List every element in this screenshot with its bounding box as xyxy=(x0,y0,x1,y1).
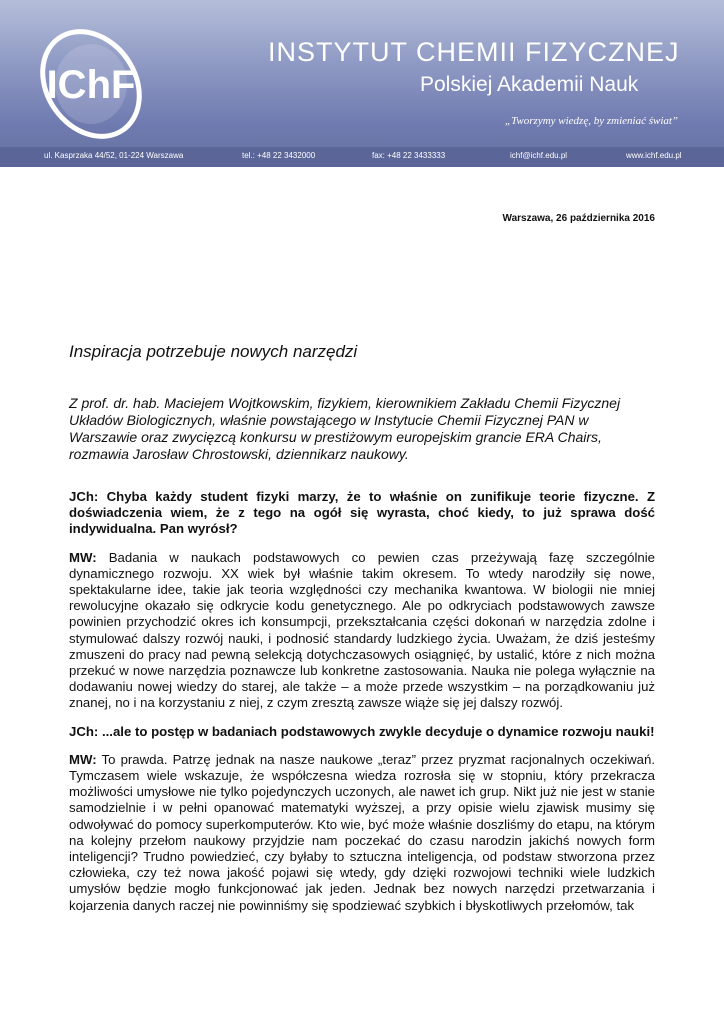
answer-text: Badania w naukach podstawowych co pewien czas przeżywają fazę szczególnie dynamicznego rozwoju. XX wiek był właśnie takim okresem. To wtedy narodziły się nowe, spektakularne idee, takie jak teoria względności czy mechanika kwantowa. W biologii nie mniej rewolucyjne okazało się odkrycie kodu genetycznego. Ale po odkryciach podstawowych zawsze powinien przychodzić okres ich konsumpcji, przekształcania części dokonań w narzędzia zdolne i stymulować dalszy rozwój nauki, i podnosić standardy ludzkiego życia. Uważam, że dziś jesteśmy zmuszeni do pracy nad pewną selekcją dotychczasowych osiągnięć, by ustalić, które z nich można przekuć w nowe narzędzia poznawcze lub konkretne zastosowania. Nauka nie polega wyłącznie na dodawaniu nowej wiedzy do starej, ale także – a może przede wszystkim – na porządkowaniu już znanej, no i na korzystaniu z niej, z czym zresztą zawsze wiąże się jej dalszy rozwój. xyxy=(69,549,655,711)
academy-name: Polskiej Akademii Nauk xyxy=(420,73,639,96)
answer-2 xyxy=(69,752,655,914)
question-2: JCh: ...ale to postęp w badaniach podstawowych zwykle decyduje o dynamice rozwoju nauki! xyxy=(69,723,655,739)
contact-address: ul. Kasprzaka 44/52, 01-224 Warszawa xyxy=(44,151,184,160)
answer-speaker: MW: xyxy=(69,549,97,565)
letter-date: Warszawa, 26 października 2016 xyxy=(502,213,655,224)
article xyxy=(69,342,655,926)
article-intro: Z prof. dr. hab. Maciejem Wojtkowskim, fizykiem, kierownikiem Zakładu Chemii Fizycznej Układów Biologicznych, właśnie powstającego w Instytucie Chemii Fizycznej PAN w Warszawie oraz zwycięzcą konkursu w prestiżowym europejskim grancie ERA Chairs, rozmawia Jarosław Chrostowski, dziennikarz naukowy. xyxy=(69,395,621,462)
letterhead xyxy=(0,0,724,167)
question-1: JCh: Chyba każdy student fizyki marzy, że to właśnie on zunifikuje teorie fizyczne. Z doświadczenia wiem, że z tego na ogół się wyrasta, choć kiedy, to już sprawa dość indywidualna. Pan wyrósł? xyxy=(69,489,655,537)
institute-name: INSTYTUT CHEMII FIZYCZNEJ xyxy=(268,37,680,67)
ichf-logo xyxy=(32,18,150,148)
answer-1 xyxy=(69,550,655,712)
contact-phone: tel.: +48 22 3432000 xyxy=(242,151,316,160)
interview xyxy=(69,489,655,914)
logo-text: IChF xyxy=(46,63,136,107)
motto: „Tworzymy wiedzę, by zmieniać świat” xyxy=(505,115,679,127)
contact-email: ichf@ichf.edu.pl xyxy=(510,151,568,160)
contact-website: www.ichf.edu.pl xyxy=(626,151,682,160)
answer-text: To prawda. Patrzę jednak na nasze naukowe „teraz” przez pryzmat racjonalnych oczekiwań. Tymczasem wiele wskazuje, że współczesna wiedza rozrosła się w stopniu, który przekracza możliwości umysłowe nie tylko pojedynczych uczonych, ale nawet ich grup. Nikt już nie jest w stanie samodzielnie i w pełni opanować matematyki wyższej, a przy opisie wielu zjawisk musimy się odwoływać do pomocy superkomputerów. Kto wie, być może właśnie doszliśmy do etapu, na którym na kolejny przełom naukowy przyjdzie nam poczekać do czasu narodzin jakichś nowych form inteligencji? Trudno powiedzieć, czy byłaby to sztuczna inteligencja, od podstaw stworzona przez człowieka, czy też nowa jakość pojawi się wtedy, gdy dzięki rozwojowi techniki wiele ludzkich umysłów będzie mogło funkcjonować jak jeden. Jednak bez nowych narzędzi przetwarzania i kojarzenia danych raczej nie powinniśmy się spodziewać szybkich i błyskotliwych przełomów, tak xyxy=(69,751,655,913)
article-title: Inspiracja potrzebuje nowych narzędzi xyxy=(69,342,358,361)
answer-speaker: MW: xyxy=(69,751,97,767)
contact-fax: fax: +48 22 3433333 xyxy=(372,151,446,160)
